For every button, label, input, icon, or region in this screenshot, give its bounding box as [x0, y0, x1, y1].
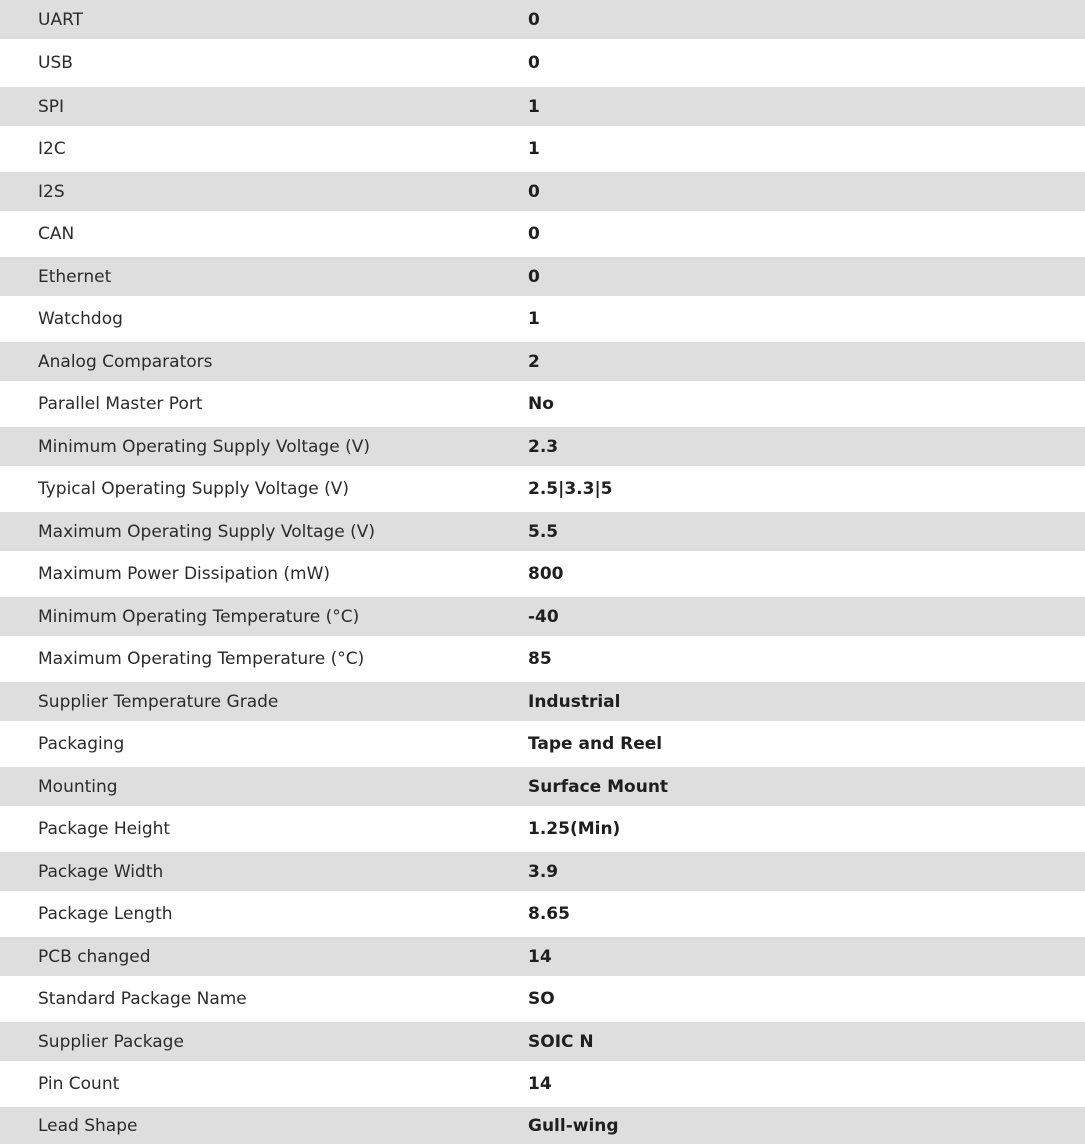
spec-row [0, 594, 1085, 636]
spec-label: Maximum Operating Temperature (°C) [38, 649, 365, 669]
spec-value: 2.3 [528, 436, 559, 457]
spec-value: 0 [528, 53, 540, 73]
spec-value: 0 [528, 266, 540, 287]
spec-value: 1 [528, 96, 540, 117]
spec-value: 800 [528, 564, 564, 584]
spec-row [0, 849, 1085, 891]
spec-label: Minimum Operating Supply Voltage (V) [38, 436, 370, 457]
spec-label: Typical Operating Supply Voltage (V) [38, 479, 349, 499]
spec-row [0, 39, 1085, 84]
spec-label: CAN [38, 224, 75, 244]
spec-label: Mounting [38, 776, 118, 797]
spec-row [0, 551, 1085, 594]
spec-label: Ethernet [38, 266, 112, 287]
spec-row [0, 84, 1085, 126]
spec-value: Tape and Reel [528, 734, 663, 754]
spec-value: SO [528, 989, 555, 1009]
spec-row [0, 466, 1085, 509]
spec-row [0, 1019, 1085, 1061]
spec-label: Lead Shape [38, 1115, 138, 1136]
spec-value: 85 [528, 649, 552, 669]
spec-row [0, 764, 1085, 806]
spec-value: 14 [528, 1074, 552, 1094]
spec-row [0, 1104, 1085, 1144]
spec-label: Package Width [38, 861, 164, 882]
spec-label: I2S [38, 181, 65, 202]
spec-value: 2.5|3.3|5 [528, 479, 613, 499]
spec-row [0, 339, 1085, 381]
spec-row [0, 126, 1085, 169]
spec-label: Watchdog [38, 309, 123, 329]
spec-row [0, 934, 1085, 976]
spec-value: -40 [528, 606, 559, 627]
spec-row [0, 254, 1085, 296]
spec-row [0, 891, 1085, 934]
spec-value: 2 [528, 351, 540, 372]
spec-value: 1 [528, 309, 540, 329]
spec-label: Packaging [38, 734, 125, 754]
spec-label: Maximum Operating Supply Voltage (V) [38, 521, 375, 542]
spec-value: Industrial [528, 691, 621, 712]
spec-value: 1.25(Min) [528, 819, 621, 839]
spec-label: Supplier Temperature Grade [38, 691, 279, 712]
spec-row [0, 169, 1085, 211]
spec-row [0, 806, 1085, 849]
spec-row [0, 381, 1085, 424]
spec-label: Parallel Master Port [38, 394, 203, 414]
spec-row [0, 1061, 1085, 1104]
spec-value: 3.9 [528, 861, 559, 882]
spec-value: 0 [528, 181, 540, 202]
spec-label: Standard Package Name [38, 989, 247, 1009]
spec-row [0, 509, 1085, 551]
spec-label: Analog Comparators [38, 351, 213, 372]
spec-row [0, 976, 1085, 1019]
spec-label: PCB changed [38, 946, 151, 967]
spec-value: 5.5 [528, 521, 559, 542]
spec-row [0, 721, 1085, 764]
spec-row [0, 0, 1085, 39]
spec-row [0, 636, 1085, 679]
spec-label: SPI [38, 96, 65, 117]
spec-label: Maximum Power Dissipation (mW) [38, 564, 331, 584]
spec-value: Gull-wing [528, 1115, 619, 1136]
spec-row [0, 211, 1085, 254]
spec-label: UART [38, 9, 84, 30]
spec-value: 1 [528, 139, 540, 159]
spec-value: 0 [528, 224, 540, 244]
spec-value: SOIC N [528, 1031, 594, 1052]
spec-value: No [528, 394, 554, 414]
spec-value: 0 [528, 9, 540, 30]
spec-label: Supplier Package [38, 1031, 184, 1052]
spec-label: Package Height [38, 819, 171, 839]
spec-value: 14 [528, 946, 552, 967]
spec-row [0, 296, 1085, 339]
spec-label: Package Length [38, 904, 173, 924]
spec-row [0, 679, 1085, 721]
spec-value: Surface Mount [528, 776, 669, 797]
spec-row [0, 424, 1085, 466]
spec-label: USB [38, 53, 73, 73]
spec-value: 8.65 [528, 904, 570, 924]
spec-label: I2C [38, 139, 66, 159]
spec-label: Pin Count [38, 1074, 120, 1094]
spec-label: Minimum Operating Temperature (°C) [38, 606, 360, 627]
